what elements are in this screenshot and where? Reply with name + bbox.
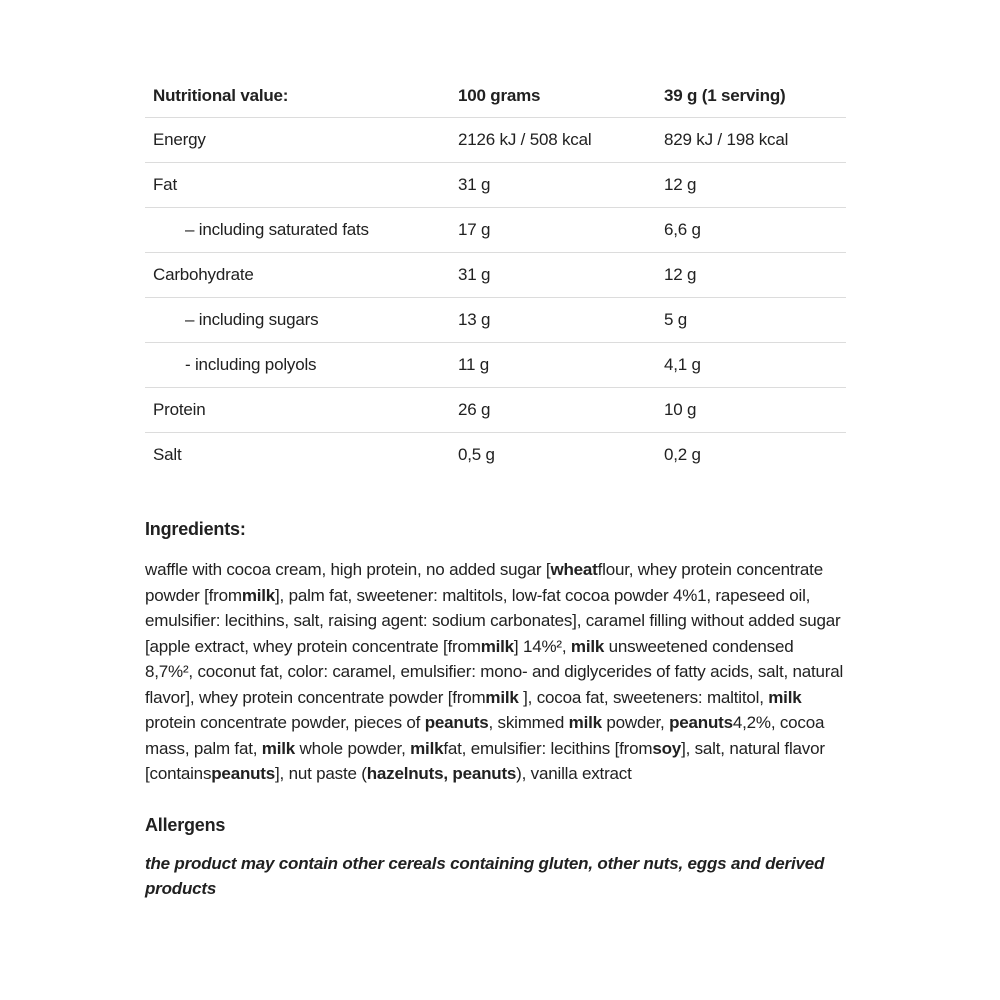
nutrient-label: - including polyols: [145, 342, 450, 387]
allergens-text: the product may contain other cereals containing gluten, other nuts, eggs and derived products: [145, 853, 825, 898]
value-100g: 31 g: [450, 162, 656, 207]
value-100g: 17 g: [450, 207, 656, 252]
value-100g: 13 g: [450, 297, 656, 342]
value-100g: 2126 kJ / 508 kcal: [450, 117, 656, 162]
value-serving: 12 g: [656, 252, 846, 297]
value-serving: 829 kJ / 198 kcal: [656, 117, 846, 162]
table-row-salt: [145, 432, 846, 477]
table-row-carbohydrate: [145, 252, 846, 297]
ingredients-text: waffle with cocoa cream, high protein, no added sugar [wheatflour, whey protein concentrate powder [frommilk], palm fat, sweetener: maltitols, low-fat cocoa powder 4%1, rapeseed oil, emulsifier: lecithins, salt, raising agent: sodium carbonates], caramel filling without added sugar [apple extract, whey protein concentrate [frommilk] 14%², milk unsweetened condensed 8,7%², coconut fat, color: caramel, emulsifier: mono- and diglycerides of fatty acids, salt, natural flavor], whey protein concentrate powder [frommilk ], cocoa fat, sweeteners: maltitol, milk protein concentrate powder, pieces of peanuts, skimmed milk powder, peanuts4,2%, cocoa mass, palm fat, milk whole powder, milkfat, emulsifier: lecithins [fromsoy], salt, natural flavor [containspeanuts], nut paste (hazelnuts, peanuts), vanilla extract: [145, 560, 844, 783]
nutrient-label: Energy: [145, 117, 450, 162]
header-nutritional-value: Nutritional value:: [145, 75, 450, 117]
table-header-row: [145, 75, 846, 117]
value-100g: 31 g: [450, 252, 656, 297]
nutrition-table: [145, 75, 846, 477]
value-100g: 11 g: [450, 342, 656, 387]
header-100-grams: 100 grams: [450, 75, 656, 117]
value-100g: 0,5 g: [458, 444, 495, 464]
allergens-heading: Allergens: [145, 814, 226, 835]
value-serving: 12 g: [656, 162, 846, 207]
value-serving: 6,6 g: [656, 207, 846, 252]
value-100g: 26 g: [450, 387, 656, 432]
table-row-protein: [145, 387, 846, 432]
table-row-fat: [145, 162, 846, 207]
nutrient-label: Carbohydrate: [145, 252, 450, 297]
value-serving: 5 g: [656, 297, 846, 342]
nutrient-label: – including saturated fats: [145, 207, 450, 252]
nutrient-label: Fat: [145, 162, 450, 207]
table-row-sugars: [145, 297, 846, 342]
content-column: [145, 75, 846, 902]
value-serving: 4,1 g: [656, 342, 846, 387]
value-serving: 10 g: [656, 387, 846, 432]
nutrient-label: – including sugars: [145, 297, 450, 342]
header-serving: 39 g (1 serving): [656, 75, 846, 117]
nutrient-label: Protein: [145, 387, 450, 432]
value-serving: 0,2 g: [664, 444, 701, 464]
table-row-polyols: [145, 342, 846, 387]
table-row-energy: [145, 117, 846, 162]
ingredients-heading: Ingredients:: [145, 519, 246, 539]
nutrient-label: Salt: [153, 444, 182, 464]
table-row-saturated-fats: [145, 207, 846, 252]
